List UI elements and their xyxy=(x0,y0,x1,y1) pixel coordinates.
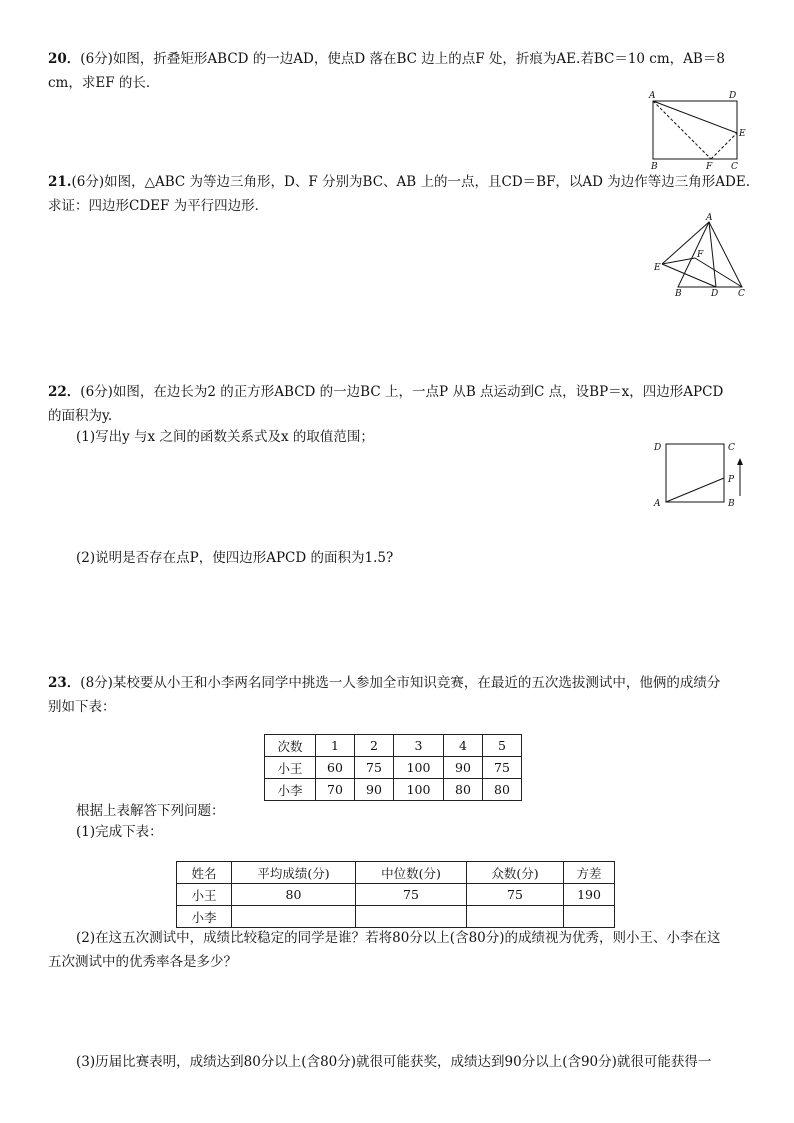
table-cell: 80 xyxy=(232,884,356,906)
table-cell: 75 xyxy=(467,884,564,906)
q20-text-2: cm，求EF 的长． xyxy=(48,75,160,91)
q22-part1: (1)写出y 与x 之间的函数关系式及x 的取值范围； xyxy=(76,429,374,445)
table-cell: 方差 xyxy=(564,862,615,884)
table-row xyxy=(265,779,522,801)
table-row xyxy=(177,862,615,884)
q20-figure xyxy=(640,88,760,174)
table-cell xyxy=(564,906,615,928)
table-cell: 75 xyxy=(483,757,522,779)
table-cell: 5 xyxy=(483,735,522,757)
table-cell: 小王 xyxy=(177,884,232,906)
table-cell: 90 xyxy=(444,757,483,779)
q21-line1 xyxy=(48,170,750,194)
q22-line1 xyxy=(48,380,723,404)
q22-label-C: C xyxy=(728,443,735,453)
table-row xyxy=(265,735,522,757)
table-cell: 2 xyxy=(355,735,394,757)
table-cell xyxy=(467,906,564,928)
q22-number: 22． xyxy=(48,384,81,400)
arrow-up-icon xyxy=(737,458,743,465)
q22-text-1: (6分)如图，在边长为2 的正方形ABCD 的一边BC 上，一点P 从B 点运动到C 点，设BP＝x，四边形APCD xyxy=(80,384,724,400)
table-cell: 3 xyxy=(394,735,444,757)
table-cell: 小李 xyxy=(265,779,316,801)
table-cell: 1 xyxy=(316,735,355,757)
table-cell: 75 xyxy=(355,757,394,779)
table-row xyxy=(265,757,522,779)
q20-label-E: E xyxy=(739,129,746,139)
q22-label-B: B xyxy=(728,499,735,509)
table-cell: 100 xyxy=(394,757,444,779)
q23-line1 xyxy=(48,671,720,695)
q20-line1 xyxy=(48,47,725,71)
table-cell: 4 xyxy=(444,735,483,757)
q21-label-D: D xyxy=(711,289,719,299)
table-cell: 190 xyxy=(564,884,615,906)
q20-text-1: (6分)如图，折叠矩形ABCD 的一边AD，使点D 落在BC 边上的点F 处，折痕为AE.若BC＝10 cm，AB＝8 xyxy=(80,51,725,67)
score-table xyxy=(264,734,522,801)
table-cell: 平均成绩(分) xyxy=(232,862,356,884)
q23-text-1: (8分)某校要从小王和小李两名同学中挑选一人参加全市知识竞赛，在最近的五次选拔测试中，他俩的成绩分 xyxy=(80,675,721,691)
q21-figure xyxy=(648,212,758,302)
table-cell: 姓名 xyxy=(177,862,232,884)
q20-label-A: A xyxy=(649,91,656,101)
q21-text-1: (6分)如图，△ABC 为等边三角形，D、F 分别为BC、AB 上的一点，且CD＝BF，以AD 为边作等边三角形ADE. xyxy=(71,174,751,190)
q22-text-2: 的面积为y. xyxy=(48,408,113,424)
q23-number: 23． xyxy=(48,675,81,691)
table-cell xyxy=(356,906,467,928)
q23-intro: 根据上表解答下列问题： xyxy=(76,803,225,819)
q21-label-A: A xyxy=(706,213,713,223)
q23-text-2: 别如下表： xyxy=(48,699,116,715)
q20-label-B: B xyxy=(651,162,658,172)
table-cell: 众数(分) xyxy=(467,862,564,884)
table-cell: 80 xyxy=(444,779,483,801)
q21-label-F: F xyxy=(697,250,704,260)
q22-part2: (2)说明是否存在点P，使四边形APCD 的面积为1.5? xyxy=(76,550,394,566)
q20-label-F: F xyxy=(706,162,713,172)
table-cell: 60 xyxy=(316,757,355,779)
table-cell: 小王 xyxy=(265,757,316,779)
table-cell: 100 xyxy=(394,779,444,801)
table-cell: 75 xyxy=(356,884,467,906)
q23-part3: (3)历届比赛表明，成绩达到80分以上(含80分)就很可能获奖，成绩达到90分以上(含90分)就很可能获得一 xyxy=(76,1054,712,1070)
table-cell: 小李 xyxy=(177,906,232,928)
q20-number: 20． xyxy=(48,51,81,67)
q21-text-2: 求证：四边形CDEF 为平行四边形． xyxy=(48,198,269,214)
q23-part2-line1: (2)在这五次测试中，成绩比较稳定的同学是谁？若将80分以上(含80分)的成绩视为优秀，则小王、小李在这 xyxy=(76,930,721,946)
table-cell: 80 xyxy=(483,779,522,801)
table-row xyxy=(177,906,615,928)
q21-label-C: C xyxy=(738,289,745,299)
q22-label-A: A xyxy=(654,499,661,509)
table-row xyxy=(177,884,615,906)
q22-label-P: P xyxy=(728,475,735,485)
q20-label-D: D xyxy=(729,91,737,101)
q22-label-D: D xyxy=(654,443,662,453)
table-cell: 70 xyxy=(316,779,355,801)
table-cell: 90 xyxy=(355,779,394,801)
table-cell xyxy=(232,906,356,928)
table-cell: 次数 xyxy=(265,735,316,757)
table-cell: 中位数(分) xyxy=(356,862,467,884)
q23-part2-line2: 五次测试中的优秀率各是多少？ xyxy=(48,954,237,970)
stats-table xyxy=(176,861,615,928)
q20-label-C: C xyxy=(731,162,738,172)
q22-figure xyxy=(650,436,750,510)
q21-label-E: E xyxy=(654,263,661,273)
q21-label-B: B xyxy=(675,289,682,299)
q23-part1: (1)完成下表： xyxy=(76,824,163,840)
q21-number: 21. xyxy=(48,174,72,190)
